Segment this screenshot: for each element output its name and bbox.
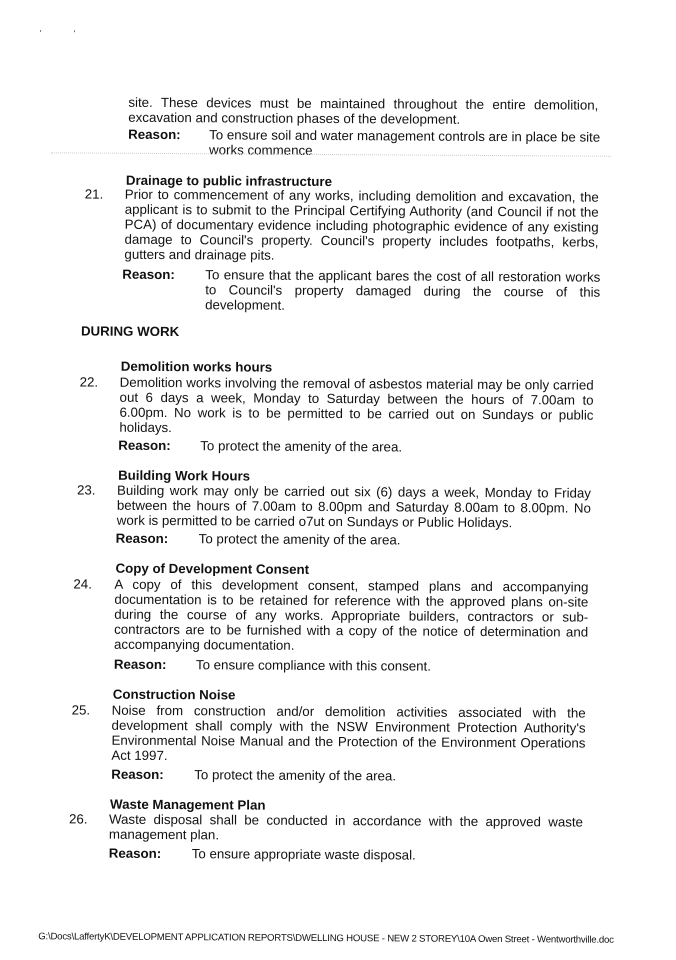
reason-block [111,767,585,786]
reason-block [122,267,600,316]
reason-label: Reason: [118,437,171,454]
reason-text: To ensure soil and water management controls are in place be site works commence [209,127,601,158]
item-heading: Building Work Hours [118,467,251,484]
paragraph-text: site. These devices must be maintained throughout the entire demolition, excavation and construction phases of the development. [128,94,599,127]
item-heading: Copy of Development Consent [115,560,310,577]
reason-block [114,657,588,676]
item-number: 22. [79,374,99,390]
item-number: 21. [84,186,104,202]
item-number: 25. [71,702,91,718]
item-paragraph [111,703,585,766]
continuation-paragraph [128,95,598,128]
item-paragraph [119,375,593,438]
reason-label: Reason: [128,126,181,143]
reason-label: Reason: [122,266,175,283]
item-paragraph [114,577,588,655]
reason-block [116,531,590,550]
reason-text: To ensure compliance with this consent. [195,657,432,674]
reason-label: Reason: [111,766,164,783]
reason-block [128,127,600,162]
scan-mark: ' [39,28,42,39]
reason-text: To protect the amenity of the area. [194,767,397,784]
file-path-footer: G:\Docs\LaffertyK\DEVELOPMENT APPLICATION REPORTS\DWELLING HOUSE - NEW 2 STOREY\10A Owen Street - Wentworthville.doc [38,931,614,946]
reason-label: Reason: [113,656,167,673]
scan-mark: ' [73,28,76,39]
item-number: 24. [73,576,92,592]
reason-label: Reason: [108,845,162,862]
paragraph-text: Building work may only be carried out six (6) days a week, Monday to Friday between the hours of 7.00am to 8.00pm and Saturday 8.00am to 8.00pm. No work is permitted to be carried o7ut on Sundays or Public Holidays. [116,482,592,531]
paragraph-text: Waste disposal shall be conducted in accordance with the approved waste management plan. [108,811,584,843]
item-number: 26. [68,811,88,827]
item-number: 23. [76,482,96,498]
item-heading: Waste Management Plan [110,796,266,813]
reason-text: To ensure appropriate waste disposal. [191,846,416,863]
reason-block [109,846,583,865]
reason-label: Reason: [115,530,169,547]
item-heading: Demolition works hours [120,358,273,375]
item-paragraph [109,812,583,845]
reason-text: To ensure that the applicant bares the cost of all restoration works to Council's property damaged during the course of this development. [205,267,601,313]
reason-text: To protect the amenity of the area. [200,438,403,455]
item-paragraph [117,483,591,531]
section-heading: DURING WORK [80,323,180,340]
item-heading: Construction Noise [112,686,236,703]
paragraph-text: Prior to commencement of any works, including demolition and excavation, the applicant is to submit to the Principal Certifying Authority (and Council if not the PCA) of documentary evidence including photographic evidence of any existing damage to Council's property. Council's property includes footpaths, kerbs, gutters and drainage pits. [124,186,599,263]
paragraph-text: A copy of this development consent, stamped plans and accompanying documentation is to be retained for reference with the approved plans on-site during the course of any works. Appropriate builders, contractors or sub-contractors are to be furnished with a copy of the notice of determination and accompanying documentation. [114,576,589,653]
paragraph-text: Noise from construction and/or demolition activities associated with the development shall comply with the NSW Environment Protection Authority's Environmental Noise Manual and the Protection of the Environment Operations Act 1997. [111,702,586,764]
item-paragraph [124,187,598,265]
paragraph-text: Demolition works involving the removal of asbestos material may be only carried out 6 days a week, Monday to Saturday between the hours of 7.00am to 6.00pm. No work is to be permitted to be carried out on Sundays or public holidays. [119,374,594,436]
reason-block [118,438,592,457]
reason-text: To protect the amenity of the area. [198,531,401,548]
item-heading: Drainage to public infrastructure [125,172,333,190]
